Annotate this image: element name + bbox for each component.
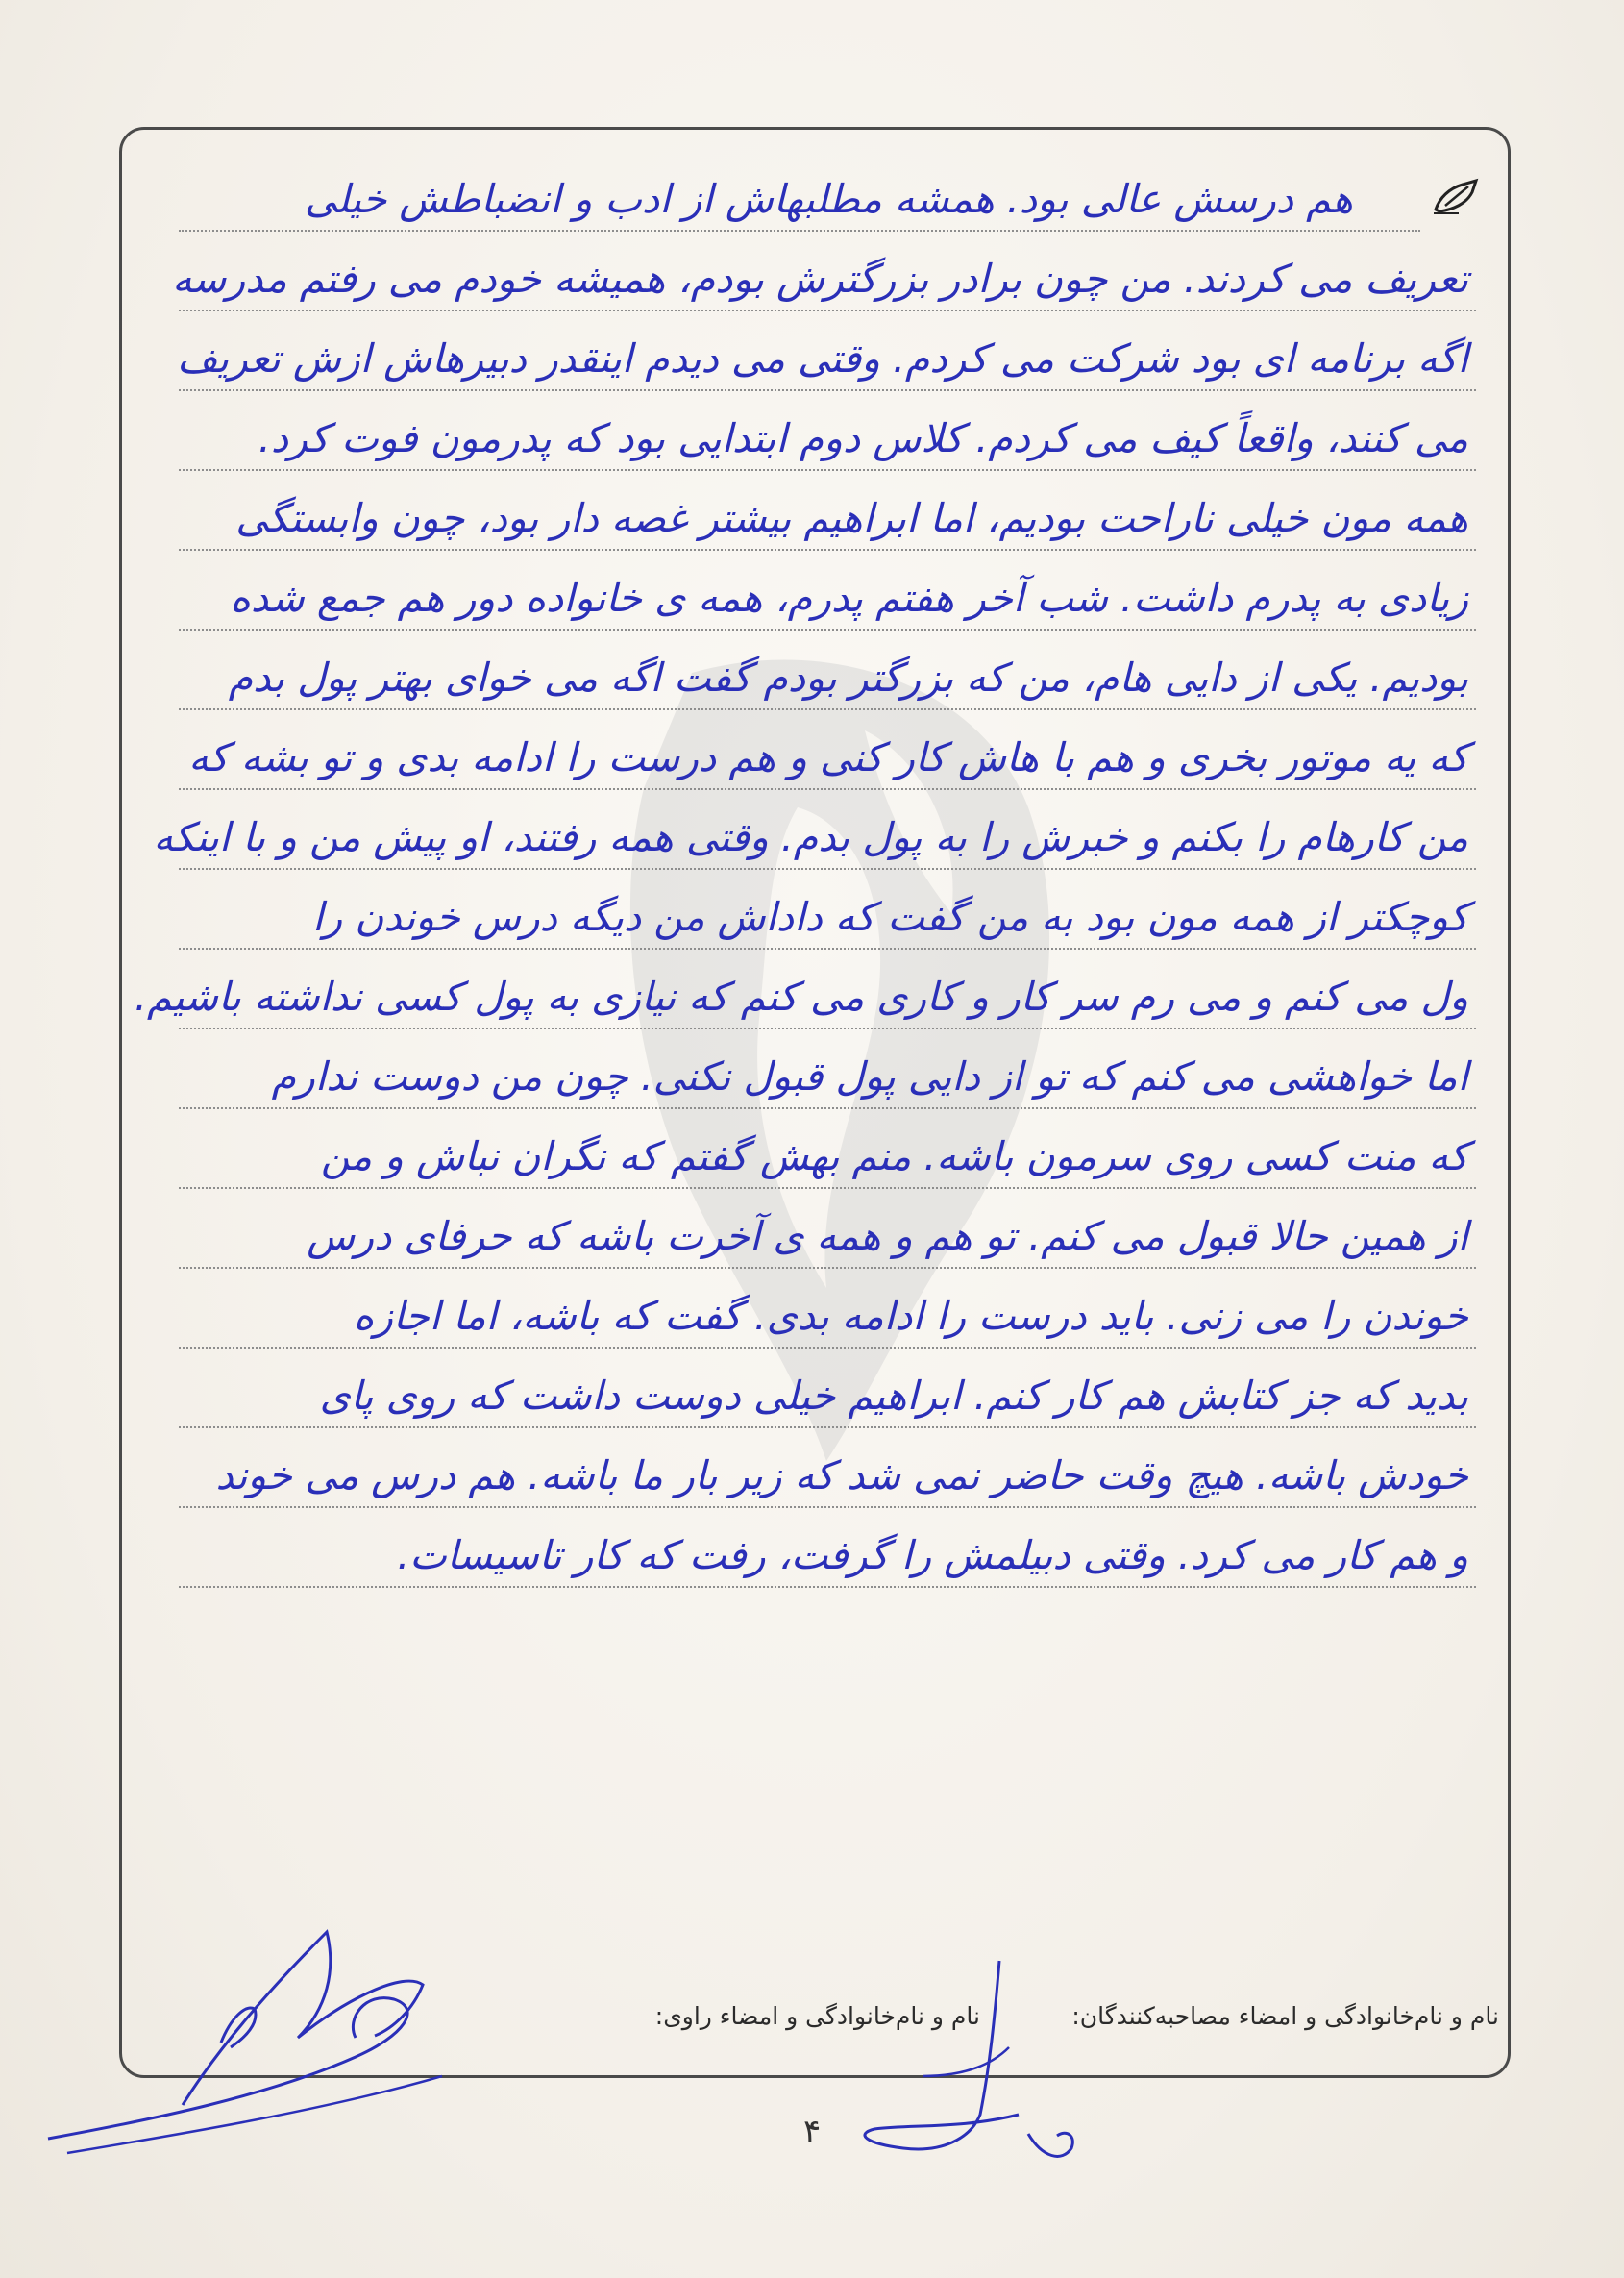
handwritten-line: تعریف می کردند. من چون برادر بزرگترش بودم، همیشه خودم می رفتم مدرسه — [172, 256, 1468, 302]
handwritten-body — [134, 152, 1476, 1588]
text-line — [179, 152, 1420, 232]
text-line — [134, 950, 1476, 1029]
text-line — [179, 1029, 1476, 1109]
text-line — [179, 870, 1476, 950]
handwritten-line: ول می کنم و می رم سر کار و کاری می کنم که نیازی به پول کسی نداشته باشیم. — [134, 974, 1468, 1020]
handwritten-line: اگه برنامه ای بود شرکت می کردم. وقتی می دیدم اینقدر دبیرهاش ازش تعریف — [177, 335, 1468, 382]
handwritten-line: و هم کار می کرد. وقتی دبیلمش را گرفت، رفت که کار تاسیسات. — [397, 1532, 1468, 1578]
handwritten-line: از همین حالا قبول می کنم. تو هم و همه ی آخرت باشه که حرفای درس — [307, 1213, 1468, 1259]
narrator-signature — [38, 1913, 538, 2163]
handwritten-line: هم درسش عالی بود. همشه مطلبهاش از ادب و انضباطش خیلی — [304, 176, 1353, 222]
page-number: ۴ — [803, 2113, 822, 2151]
handwritten-line: که یه موتور بخری و هم با هاش کار کنی و هم درست را ادامه بدی و تو بشه که — [188, 734, 1468, 780]
text-line — [179, 471, 1476, 551]
handwritten-line: بدید که جز کتابش هم کار کنم. ابراهیم خیلی دوست داشت که روی پای — [319, 1373, 1468, 1419]
handwritten-line: خوندن را می زنی. باید درست را ادامه بدی. گفت که باشه، اما اجازه — [353, 1293, 1468, 1339]
text-line — [179, 631, 1476, 710]
handwritten-line: زیادی به پدرم داشت. شب آخر هفتم پدرم، همه ی خانواده دور هم جمع شده — [230, 575, 1468, 621]
text-line — [179, 311, 1476, 391]
text-line — [179, 1508, 1476, 1588]
text-line — [153, 790, 1476, 870]
text-line — [179, 1349, 1476, 1428]
text-line — [179, 1109, 1476, 1189]
handwritten-line: می کنند، واقعاً کیف می کردم. کلاس دوم ابتدایی بود که پدرمون فوت کرد. — [258, 415, 1468, 461]
handwritten-line: بودیم. یکی از دایی هام، من که بزرگتر بودم گفت اگه می خوای بهتر پول بدم — [228, 655, 1468, 701]
interviewer-signature-label: نام و نام‌خانوادگی و امضاء مصاحبه‌کنندگان: — [1071, 2002, 1499, 2030]
interviewer-signature — [826, 1932, 1095, 2182]
handwritten-line: کوچکتر از همه مون بود به من گفت که داداش من دیگه درس خوندن را — [312, 894, 1468, 940]
text-line — [179, 391, 1476, 471]
text-line — [179, 551, 1476, 631]
text-line — [179, 1189, 1476, 1269]
handwritten-line: من کارهام را بکنم و خبرش را به پول بدم. وقتی همه رفتند، او پیش من و با اینکه — [153, 814, 1468, 860]
handwritten-line: که منت کسی روی سرمون باشه. منم بهش گفتم که نگران نباش و من — [320, 1133, 1468, 1179]
text-line — [179, 1269, 1476, 1349]
narrator-signature-label: نام و نام‌خانوادگی و امضاء راوی: — [654, 2002, 980, 2030]
handwritten-line: همه مون خیلی ناراحت بودیم، اما ابراهیم بیشتر غصه دار بود، چون وابستگی — [235, 495, 1468, 541]
handwritten-line: خودش باشه. هیچ وقت حاضر نمی شد که زیر بار ما باشه. هم درس می خوند — [215, 1452, 1468, 1498]
text-line — [172, 232, 1476, 311]
handwritten-line: اما خواهشی می کنم که تو از دایی پول قبول نکنی. چون من دوست ندارم — [271, 1053, 1468, 1100]
text-line — [179, 710, 1476, 790]
text-line — [179, 1428, 1476, 1508]
